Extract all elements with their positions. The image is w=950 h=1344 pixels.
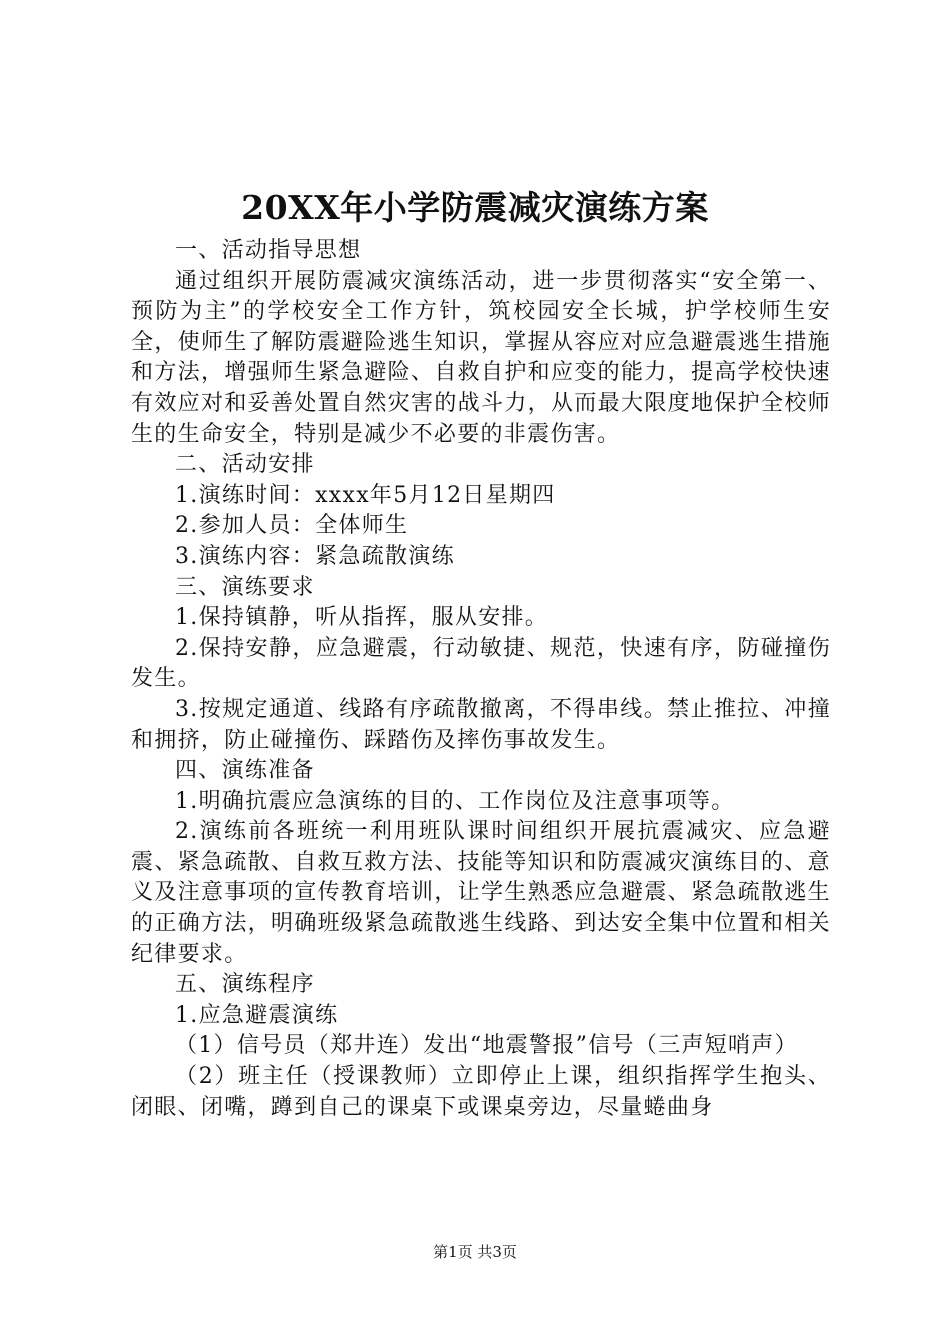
section-heading: 四、演练准备 bbox=[175, 758, 315, 784]
list-item: 1.明确抗震应急演练的目的、工作岗位及注意事项等。 bbox=[175, 788, 735, 814]
document-body bbox=[131, 236, 831, 1123]
list-item: 3.演练内容：紧急疏散演练 bbox=[175, 543, 455, 569]
list-item: 1.保持镇静，听从指挥，服从安排。 bbox=[175, 605, 549, 631]
list-item: （1）信号员（郑井连）发出“地震警报”信号（三声短哨声） bbox=[175, 1033, 798, 1059]
list-item: 2.保持安静，应急避震，行动敏捷、规范，快速有序，防碰撞伤发生。 bbox=[131, 635, 831, 692]
list-item: （2）班主任（授课教师）立即停止上课，组织指挥学生抱头、闭眼、闭嘴，蹲到自己的课桌下或课桌旁边，尽量蜷曲身 bbox=[131, 1064, 831, 1120]
document-title: 20XX年小学防震减灾演练方案 bbox=[241, 188, 709, 227]
list-item: 1.应急避震演练 bbox=[175, 1002, 339, 1028]
body-paragraph: 通过组织开展防震减灾演练活动，进一步贯彻落实“安全第一、预防为主”的学校安全工作方针，筑校园安全长城，护学校师生安全，使师生了解防震避险逃生知识，掌握从容应对应急避震逃生措施和方法，增强师生紧急避险、自救自护和应变的能力，提高学校快速有效应对和妥善处置自然灾害的战斗力，从而最大限度地保护全校师生的生命安全，特别是减少不必要的非震伤害。 bbox=[131, 268, 831, 447]
list-item: 2.参加人员：全体师生 bbox=[175, 513, 409, 539]
page-footer: 第1页 共3页 bbox=[433, 1243, 517, 1261]
section-heading: 二、活动安排 bbox=[175, 452, 315, 478]
section-heading: 一、活动指导思想 bbox=[175, 238, 362, 263]
list-item: 3.按规定通道、线路有序疏散撤离，不得串线。禁止推拉、冲撞和拥挤，防止碰撞伤、踩踏伤及摔伤事故发生。 bbox=[131, 696, 831, 753]
section-heading: 三、演练要求 bbox=[175, 574, 315, 600]
section-heading: 五、演练程序 bbox=[175, 972, 315, 998]
list-item: 2.演练前各班统一利用班队课时间组织开展抗震减灾、应急避震、紧急疏散、自救互救方法、技能等知识和防震减灾演练目的、意义及注意事项的宣传教育培训，让学生熟悉应急避震、紧急疏散逃生的正确方法，明确班级紧急疏散逃生线路、到达安全集中位置和相关纪律要求。 bbox=[131, 819, 831, 967]
list-item: 1.演练时间：xxxx年5月12日星期四 bbox=[175, 482, 556, 508]
